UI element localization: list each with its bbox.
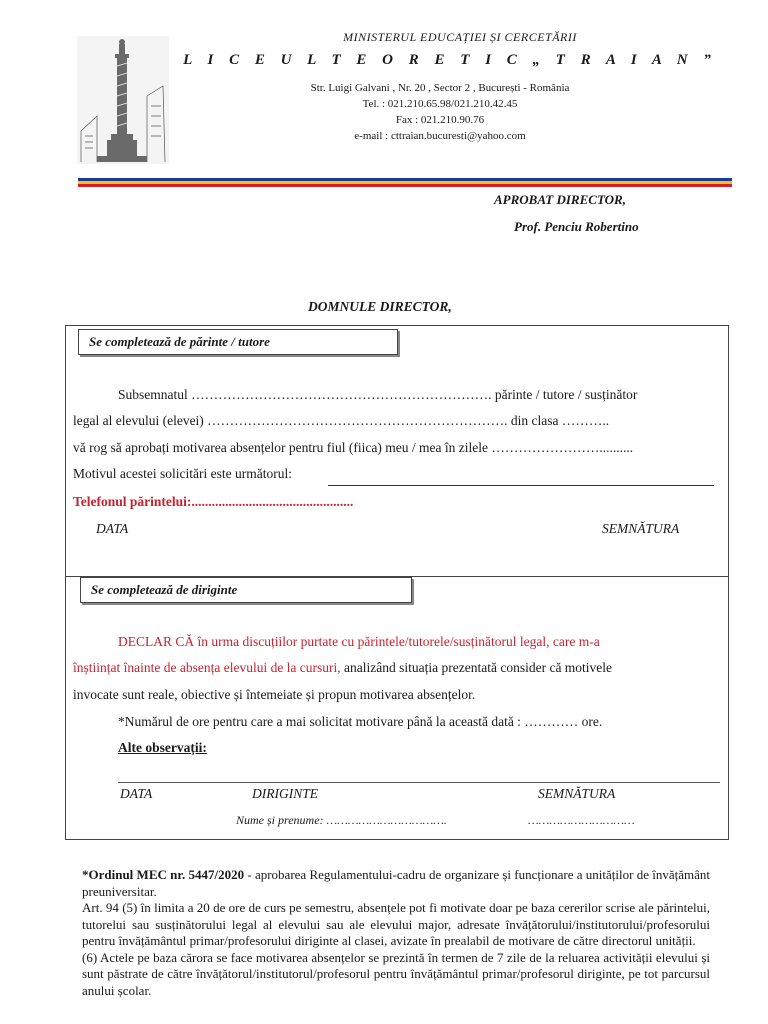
- footnote-order-title: *Ordinul MEC nr. 5447/2020: [82, 867, 245, 882]
- school-phone: Tel. : 021.210.65.98/021.210.42.45: [362, 98, 518, 110]
- declaration-line-1: DECLAR CĂ în urma discuțiilor purtate cu părintele/tutorele/susținătorul legal, care m-a: [118, 634, 600, 649]
- teacher-section: [65, 576, 729, 840]
- school-name: L I C E U L T E O R E T I C „ T R A I A N ”: [183, 52, 717, 68]
- observations-rule: [118, 782, 720, 783]
- school-fax: Fax : 021.210.90.76: [395, 114, 485, 126]
- approval-title: APROBAT DIRECTOR,: [494, 192, 626, 207]
- footnote: [82, 867, 710, 999]
- footnote-art-6: (6) Actele pe baza cărora se face motivarea absențelor se prezintă în termen de 7 zile de la reluarea activității elevului și sunt păstrate de către învățătorul/institutorul/profesorul pentru învățământul primar/profesorul diriginte, pe tot parcursul anului școlar.: [82, 949, 710, 998]
- declaration-line-2-black: analizând situația prezentată consider că motivele: [340, 660, 613, 675]
- footnote-order: [82, 867, 710, 900]
- teacher-section-tag: Se completează de diriginte: [80, 577, 412, 603]
- parent-phone-line: Telefonul părintelui:................................................: [73, 494, 354, 509]
- reason-label: Motivul acestei solicitări este următorul:: [73, 466, 292, 481]
- parent-signature-label: SEMNĂTURA: [602, 521, 680, 536]
- tricolor-divider: [78, 178, 732, 190]
- declaration-line-3: invocate sunt reale, obiective și întemeiate și propun motivarea absențelor.: [73, 687, 476, 702]
- parent-name-line: Subsemnatul …………………………………………………………. părinte / tutore / susținător: [118, 387, 638, 402]
- student-name-line: legal al elevului (elevei) …………………………………………………………. din clasa ………..: [73, 413, 610, 428]
- footnote-order-text: - aprobarea Regulamentului-cadru de organizare și funcționare a unităților de învățământ preuniversitar.: [82, 867, 711, 899]
- teacher-signature-dots: …………………………: [528, 813, 635, 827]
- ministry-name: MINISTERUL EDUCAȚIEI ȘI CERCETĂRII: [343, 30, 577, 44]
- parent-date-label: DATA: [96, 521, 129, 536]
- traian-column-icon: [77, 36, 169, 164]
- diriginte-label: DIRIGINTE: [252, 786, 318, 801]
- salutation: DOMNULE DIRECTOR,: [308, 299, 452, 314]
- declaration-line-2-red: înștiințat înainte de absența elevului de la cursuri,: [73, 660, 341, 675]
- hours-line: *Numărul de ore pentru care a mai solicitat motivare până la această dată : ………… ore.: [118, 714, 603, 729]
- school-email: e-mail : cttraian.bucuresti@yahoo.com: [354, 130, 526, 142]
- reason-field-line: [328, 485, 714, 486]
- absence-days-line: vă rog să aprobați motivarea absențelor pentru fiul (fiica) meu / mea în zilele ……………………..........: [73, 440, 634, 455]
- other-observations-label: Alte observații:: [118, 740, 207, 755]
- teacher-name-line: Nume și prenume: …………………………….: [236, 813, 447, 827]
- footnote-art-94: Art. 94 (5) în limita a 20 de ore de curs pe semestru, absențele pot fi motivate doar pe baza cererilor scrise ale părintelui, tutorelui sau susținătorului legal al elevului sau ale elevului major, adresate învățătorului/institutorului/profesorului pentru învățământul primar/profesorului diriginte al clasei, avizate în prealabil de motivare de către directorul unității.: [82, 900, 710, 948]
- school-address: Str. Luigi Galvani , Nr. 20 , Sector 2 , București - România: [310, 82, 570, 94]
- director-name: Prof. Penciu Robertino: [514, 219, 639, 234]
- teacher-signature-label: SEMNĂTURA: [538, 786, 616, 801]
- teacher-date-label: DATA: [120, 786, 153, 801]
- parent-section-tag: Se completează de părinte / tutore: [78, 329, 398, 355]
- declaration-line-2: [73, 660, 612, 676]
